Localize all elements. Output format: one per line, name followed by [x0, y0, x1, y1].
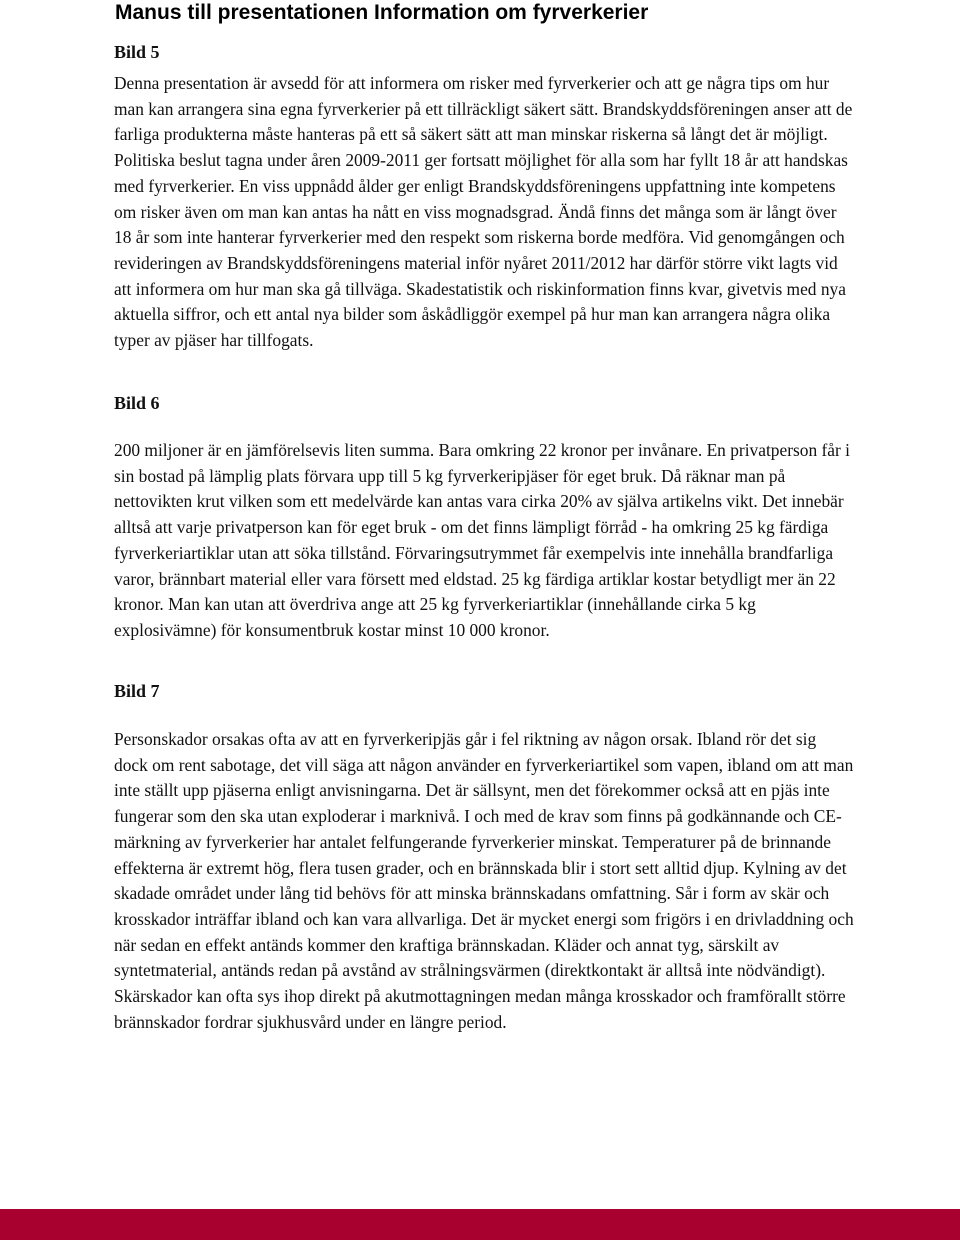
section-body: Denna presentation är avsedd för att informera om risker med fyrverkerier och att ge några tips om hur man kan arrangera sina egna fyrverkerier på ett tillräckligt säkert sätt. Brandskyddsföreningen anser att de farliga produkterna måste hanteras på ett så säkert sätt att man minskar riskerna så långt det är möjligt. Politiska beslut tagna under åren 2009-2011 ger fortsatt möjlighet för alla som har fyllt 18 år att handskas med fyrverkerier. En viss uppnådd ålder ger enligt Brandskyddsföreningens uppfattning inte kompetens om risker även om man kan antas ha nått en viss mognadsgrad. Ändå finns det många som är långt över 18 år som inte hanterar fyrverkerier med den respekt som riskerna borde medföra. Vid genomgången och revideringen av Brandskyddsföreningens material inför nyåret 2011/2012 har därför större vikt lagts vid att informera om hur man ska gå tillväga. Skadestatistik och riskinformation finns kvar, givetvis med nya aktuella siffror, och ett antal nya bilder som åskådliggör exempel på hur man kan arrangera några olika typer av pjäser har tillfogats.: [114, 73, 853, 351]
footer-bar: [0, 1209, 960, 1240]
section-body: 200 miljoner är en jämförelsevis liten summa. Bara omkring 22 kronor per invånare. En privatperson får i sin bostad på lämplig plats förvara upp till 5 kg fyrverkeripjäser för eget bruk. Då räknar man på nettovikten krut vilken som ett medelvärde kan antas vara cirka 20% av själva artikelns vikt. Det innebär alltså att varje privatperson kan för eget bruk - om det finns lämpligt förråd - ha omkring 25 kg färdiga fyrverkeriartiklar utan att söka tillstånd. Förvaringsutrymmet får exempelvis inte innehålla brandfarliga varor, brännbart material eller vara försett med eldstad. 25 kg färdiga artiklar kostar betydligt mer än 22 kronor. Man kan utan att överdriva ange att 25 kg fyrverkeriartiklar (innehållande cirka 5 kg explosivämne) för konsumentbruk kostar minst 10 000 kronor.: [114, 440, 850, 640]
section-heading: Bild 5: [114, 42, 160, 62]
document-title: Manus till presentationen Information om fyrverkerier: [115, 1, 649, 24]
section-bild-5: [114, 41, 854, 354]
section-bild-7: [114, 680, 854, 1035]
section-body: Personskador orsakas ofta av att en fyrverkeripjäs går i fel riktning av någon orsak. Ibland rör det sig dock om rent sabotage, det vill säga att någon använder en fyrverkeriartikel som vapen, ibland om att man inte ställt upp pjäserna enligt anvisningarna. Det är sällsynt, men det förekommer också att en pjäs inte fungerar som den ska utan exploderar i marknivå. I och med de krav som finns på godkännande och CE-märkning av fyrverkerier har antalet felfungerande fyrverkerier minskat. Temperaturer på de brinnande effekterna är extremt hög, flera tusen grader, och en brännskada blir i stort sett alltid djup. Kylning av det skadade området under lång tid behövs för att minska brännskadans omfattning. Sår i form av skär och krosskador inträffar ibland och kan vara allvarliga. Det är mycket energi som frigörs i en drivladdning och när sedan en effekt antänds kommer den kraftiga brännskadan. Kläder och annat tyg, särskilt av syntetmaterial, antänds redan på avstånd av strålningsvärmen (direktkontakt är alltså inte nödvändigt). Skärskador kan ofta sys ihop direkt på akutmottagningen medan många krosskador och framförallt större brännskador fordrar sjukhusvård under en längre period.: [114, 729, 854, 1032]
section-bild-6: [114, 392, 854, 644]
section-heading: Bild 7: [114, 681, 160, 701]
section-heading: Bild 6: [114, 393, 160, 413]
